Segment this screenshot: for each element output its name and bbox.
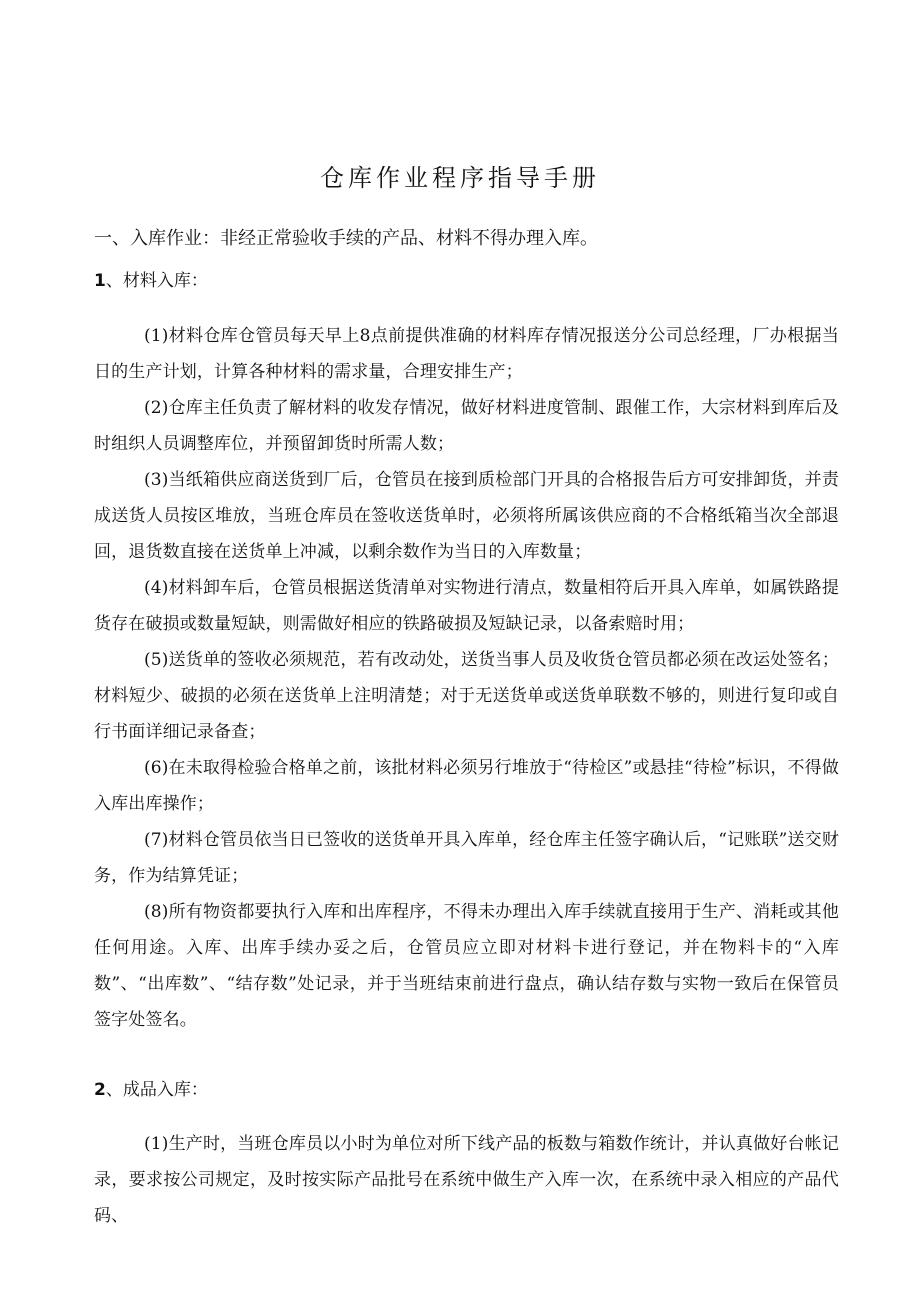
- paragraph: (7)材料仓管员依当日已签收的送货单开具入库单，经仓库主任签字确认后，“记账联”送交财务，作为结算凭证；: [94, 830, 839, 886]
- subsection-number: 1: [94, 271, 106, 291]
- material-paragraphs: [94, 318, 839, 1038]
- product-paragraphs: [94, 1126, 839, 1234]
- paragraph: (1)生产时，当班仓库员以小时为单位对所下线产品的板数与箱数作统计，并认真做好台帐记录，要求按公司规定，及时按实际产品批号在系统中做生产入库一次，在系统中录入相应的产品代码、: [94, 1134, 839, 1226]
- section-heading-inbound: 一、入库作业：非经正常验收手续的产品、材料不得办理入库。: [94, 228, 598, 249]
- paragraph: (2)仓库主任负责了解材料的收发存情况，做好材料进度管制、跟催工作，大宗材料到库后及时组织人员调整库位，并预留卸货时所需人数；: [94, 398, 839, 454]
- paragraph: (4)材料卸车后，仓管员根据送货清单对实物进行清点，数量相符后开具入库单，如属铁路提货存在破损或数量短缺，则需做好相应的铁路破损及短缺记录，以备索赔时用；: [94, 578, 839, 634]
- paragraph: (1)材料仓库仓管员每天早上8点前提供准确的材料库存情况报送分公司总经理，厂办根据当日的生产计划，计算各种材料的需求量，合理安排生产；: [94, 326, 839, 382]
- paragraph: (8)所有物资都要执行入库和出库程序，不得未办理出入库手续就直接用于生产、消耗或其他任何用途。入库、出库手续办妥之后，仓管员应立即对材料卡进行登记，并在物料卡的“入库数”、“出库数”、“结存数”处记录，并于当班结束前进行盘点，确认结存数与实物一致后在保管员签字处签名。: [94, 902, 839, 1030]
- paragraph: (5)送货单的签收必须规范，若有改动处，送货当事人员及收货仓管员都必须在改运处签名；材料短少、破损的必须在送货单上注明清楚；对于无送货单或送货单联数不够的，则进行复印或自行书面详细记录备查；: [94, 650, 839, 742]
- subsection-label: 、成品入库：: [105, 1080, 208, 1100]
- subsection-label: 、材料入库：: [105, 271, 208, 291]
- subsection-heading-material: [94, 266, 208, 291]
- subsection-heading-product: [94, 1075, 208, 1100]
- subsection-number: 2: [94, 1080, 106, 1100]
- document-title: 仓库作业程序指导手册: [320, 164, 600, 193]
- paragraph: (3)当纸箱供应商送货到厂后，仓管员在接到质检部门开具的合格报告后方可安排卸货，并责成送货人员按区堆放，当班仓库员在签收送货单时，必须将所属该供应商的不合格纸箱当次全部退回，退货数直接在送货单上冲减，以剩余数作为当日的入库数量；: [94, 470, 839, 562]
- paragraph: (6)在未取得检验合格单之前，该批材料必须另行堆放于“待检区”或悬挂“待检”标识，不得做入库出库操作；: [94, 758, 839, 814]
